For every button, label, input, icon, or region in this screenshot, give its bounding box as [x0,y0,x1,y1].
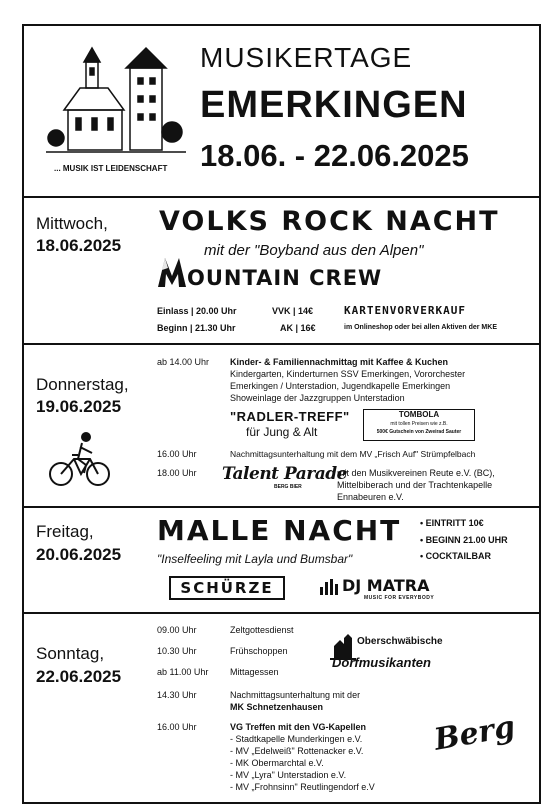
sunday-text5: VG Treffen mit den VG-Kapellen [230,722,367,732]
vg-item-4: - MV „Frohnsinn" Reutlingendorf e.V [230,782,375,792]
vg-item-3: - MV „Lyra" Unterstadion e.V. [230,770,347,780]
sunday-text-2: Mittagessen [230,667,279,677]
schuerze-logo-text: SCHÜRZE [180,579,274,597]
thursday-day: Donnerstag, [36,375,129,394]
thursday-radler: "RADLER-TREFF" [230,409,350,424]
sunday-text4a: Nachmittagsunterhaltung mit der [230,690,361,700]
tombola-title: TOMBOLA [398,410,440,419]
wednesday-band: OUNTAIN CREW [187,266,383,290]
dj-matra-logo: DJ MATRA [342,576,430,595]
mountain-m-icon [157,252,187,288]
thursday-time3: 18.00 Uhr [157,468,197,478]
friday-title: MALLE NACHT [157,514,402,547]
equalizer-icon [320,579,340,595]
wednesday-kvv-title: KARTENVORVERKAUF [344,304,466,317]
sunday-text-1: Frühschoppen [230,646,288,656]
wednesday-einlass: Einlass | 20.00 Uhr [157,306,237,316]
sunday-time-1: 10.30 Uhr [157,646,197,656]
sunday-time5: 16.00 Uhr [157,722,197,732]
thursday-date: 19.06.2025 [36,397,122,416]
dj-matra-sub: MUSIC FOR EVERYBODY [364,595,435,601]
friday-bullet-1: • BEGINN 21.00 UHR [420,535,508,545]
sunday-time-0: 09.00 Uhr [157,625,197,635]
sunday-time4: 14.30 Uhr [157,690,197,700]
thursday-line3-2: Ennabeuren e.V. [337,492,404,502]
thursday-text2: Nachmittagsunterhaltung mit dem MV „Frisch Auf" Strümpfelbach [230,449,476,459]
header-title-line2: EMERKINGEN [200,84,468,126]
friday-bullet-2: • COCKTAILBAR [420,551,491,561]
vg-item-0: - Stadtkapelle Munderkingen e.V. [230,734,363,744]
thursday-radler-sub: für Jung & Alt [246,425,318,439]
tombola-sub2: 500€ Gutschein von Zweirad Sauter [376,429,462,435]
thursday-line1-2: Showeinlage der Jazzgruppen Unterstadion [230,393,405,403]
talent-parade-sub: BERG BIER [274,484,302,490]
wednesday-vvk: VVK | 14€ [272,306,314,316]
berg-logo: Berg [431,709,518,758]
wednesday-subtitle: mit der "Boyband aus den Alpen" [204,242,424,259]
sunday-text4b: MK Schnetzenhausen [230,702,324,712]
thursday-time1: ab 14.00 Uhr [157,357,210,367]
thursday-section [24,345,539,508]
schuerze-logo [169,576,285,600]
thursday-time2: 16.00 Uhr [157,449,197,459]
friday-subtitle: "Inselfeeling mit Layla und Bumsbar" [157,552,353,566]
church-tower-icon [46,40,186,168]
thursday-line1-1: Emerkingen / Unterstadion, Jugendkapelle Emerkingen [230,381,451,391]
thursday-line3-1: Mittelbiberach und der Trachtenkapelle [337,480,493,490]
friday-day: Freitag, [36,522,94,541]
header-section [24,26,539,198]
wednesday-kvv-text: im Onlineshop oder bei allen Aktiven der MKE [344,324,497,331]
sunday-section [24,614,539,802]
poster [22,24,541,804]
wednesday-date: 18.06.2025 [36,236,122,255]
thursday-title1: Kinder- & Familiennachmittag mit Kaffee & Kuchen [230,357,449,367]
wednesday-ak: AK | 16€ [280,323,316,333]
wednesday-day: Mittwoch, [36,214,108,233]
friday-bullet-0: • EINTRITT 10€ [420,518,484,528]
tombola-box [363,409,475,441]
sunday-time-2: ab 11.00 Uhr [157,667,209,677]
cyclist-icon [48,429,112,489]
header-tagline: ... MUSIK IST LEIDENSCHAFT [54,164,168,173]
header-dates: 18.06. - 22.06.2025 [200,138,469,173]
vg-item-2: - MK Obermarchtal e.V. [230,758,324,768]
wednesday-section [24,198,539,345]
talent-parade-logo: Talent Parade [222,464,347,484]
thursday-line3-0: mit den Musikvereinen Reute e.V. (BC), [337,468,495,478]
vg-item-1: - MV „Edelweiß" Rottenacker e.V. [230,746,364,756]
sunday-day: Sonntag, [36,644,105,663]
tombola-sub1: mit tollen Preisen wie z.B. [390,421,448,427]
dorf-line1: Oberschwäbische [357,636,443,647]
wednesday-beginn: Beginn | 21.30 Uhr [157,323,236,333]
header-title-line1: MUSIKERTAGE [200,42,413,73]
wednesday-title: VOLKS ROCK NACHT [159,206,500,237]
sunday-date: 22.06.2025 [36,667,122,686]
friday-date: 20.06.2025 [36,545,122,564]
sunday-text-0: Zeltgottesdienst [230,625,294,635]
friday-section [24,508,539,614]
thursday-line1-0: Kindergarten, Kinderturnen SSV Emerkingen, Vororchester [230,369,466,379]
dorf-line2: Dorfmusikanten [332,655,431,670]
